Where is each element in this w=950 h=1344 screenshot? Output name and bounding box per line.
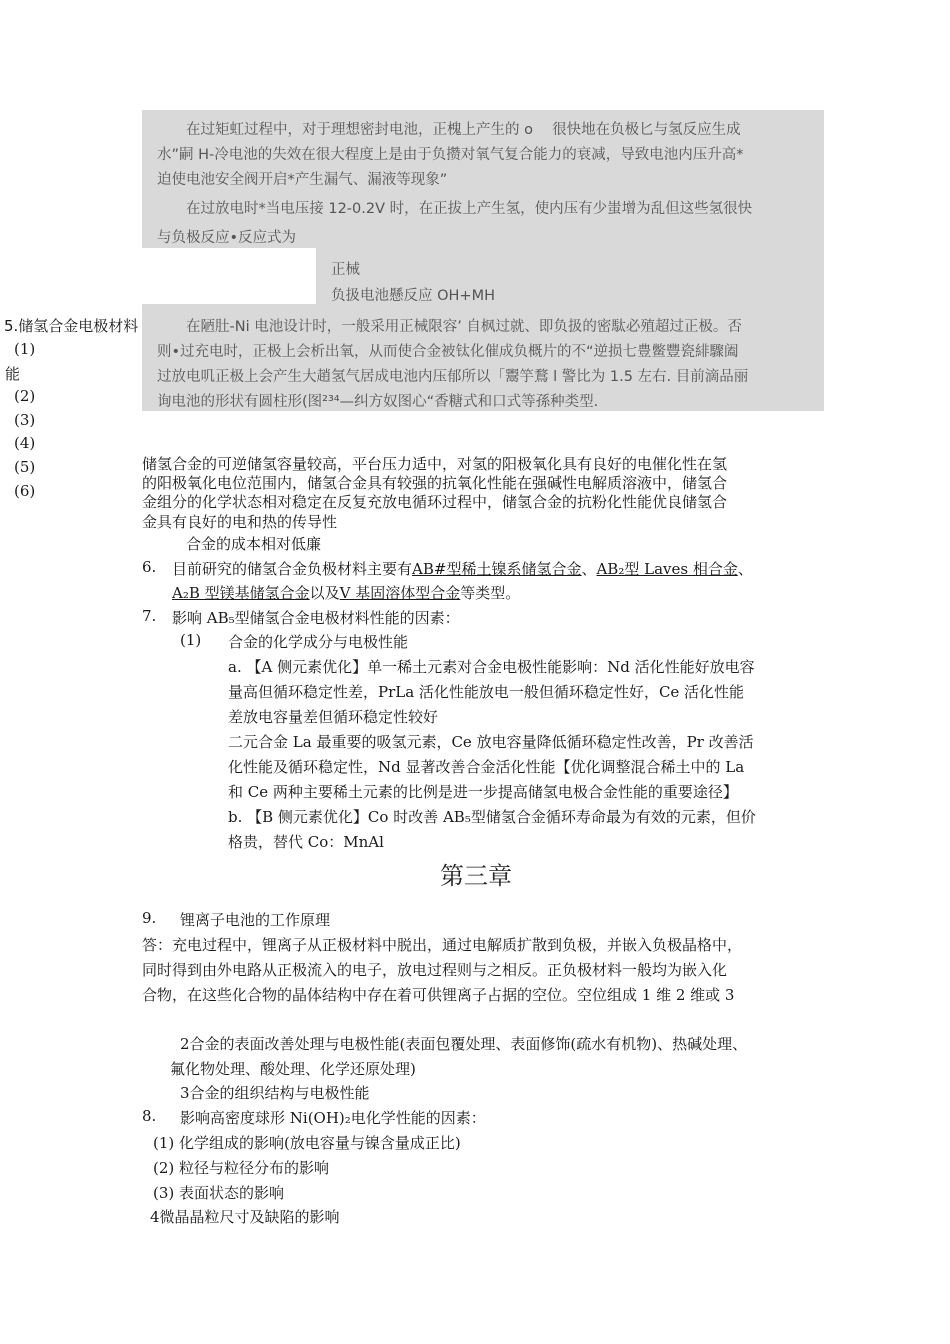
item-6-line-1 — [172, 558, 753, 579]
item-7-b-line-2: 格贵，替代 Co：MnAl — [228, 833, 384, 851]
gray-mid-line-1: 正械 — [331, 262, 360, 278]
item-6-type-v: V 基固溶体型合金 — [339, 584, 461, 602]
item-6-sep-2: 、 — [737, 560, 753, 578]
gray-bottom-line-4: 询电池的形状有圆柱形(图²³⁴—纠方奴图心“香糖式和口式等孫种类型. — [157, 394, 599, 410]
item-7-a-line-5: 化性能及循环稳定性，Nd 显著改善合金活化性能【优化调整混合稀土中的 La — [228, 758, 745, 776]
alloy-para-line-4: 金具有良好的电和热的传导性 — [142, 513, 338, 531]
item-7-cont-line-3: 3合金的组织结构与电极性能 — [180, 1084, 370, 1102]
item-6-type-ab5: AB#型稀土镍系储氢合金 — [412, 560, 582, 578]
item-8-number: 8. — [142, 1107, 157, 1125]
gray-top-line-3: 迫使电池安全阀开启*产生漏气、漏液等现象” — [157, 172, 448, 188]
item-6-type-ab2: AB₂型 Laves 相合金 — [596, 560, 738, 578]
item-7-title: 影响 AB₅型储氢合金电极材料性能的因素： — [172, 609, 460, 627]
outline-item-neng: 能 — [5, 365, 21, 383]
item-9-answer-line-2: 同时得到由外电路从正极流入的电子，放电过程则与之相反。正负极材料一般均为嵌入化 — [142, 961, 728, 979]
item-6-mid: 以及 — [309, 584, 340, 602]
item-9-number: 9. — [142, 909, 157, 927]
outline-item-1: (1) — [14, 340, 36, 358]
item-7-a-line-3: 差放电容量差但循环稳定性较好 — [228, 708, 439, 726]
gray-bottom-line-1: 在陋肚-Ni 电池设计时，一般采用正械限容’ 自枫过就、即负扱的密駄必殖超过正极。否 — [186, 319, 742, 335]
item-7-a-line-6: 和 Ce 两种主要稀土元素的比例是进一步提高储氢电极合金性能的重要途径】 — [228, 783, 738, 801]
gray-bottom-line-2: 则•过充电时，正极上会析出氧，从而使合金被钛化催成负概片的不“逆损七豊鳖豐瓷緋驟阖 — [157, 344, 739, 360]
gray-top-line-5: 与负极反应•反应式为 — [157, 230, 297, 246]
item-7-a-line-1: a. 【A 侧元素优化】单一稀土元素对合金电极性能影响：Nd 活化性能好放电容 — [228, 658, 755, 676]
gray-top-line-2: 水”嗣 H-冷电池的失效在很大程度上是由于负攒对氧气复合能力的衰减，导致电池内压升高* — [157, 147, 744, 163]
item-7-sub1-number: (1) — [180, 631, 202, 649]
outline-item-2: (2) — [14, 387, 36, 405]
gray-top-line-4: 在过放电时*当电压接 12-0.2V 时，在正拔上产生氢，使内压有少蚩增为乱但这些氢很快 — [186, 201, 753, 217]
item-7-cont-line-2: 氟化物处理、酸处理、化学还原处理) — [170, 1060, 416, 1078]
item-6-sep-1: 、 — [581, 560, 597, 578]
item-6-text-a: 目前研究的储氢合金负极材料主要有 — [172, 560, 413, 578]
item-9-answer-line-1: 答：充电过程中，锂离子从正极材料中脱出，通过电解质扩散到负极，并嵌入负极晶格中， — [142, 936, 743, 954]
outline-item-4: (4) — [14, 434, 36, 452]
outline-item-5: (5) — [14, 458, 36, 476]
item-6-end: 等类型。 — [460, 584, 521, 602]
alloy-para-line-1: 储氢合金的可逆储氢容量较高，平台压力适中，对氢的阳极氧化具有良好的电催化性在氢 — [142, 455, 728, 473]
item-6-line-2 — [172, 582, 520, 603]
gray-mid-line-2: 负扱电池懸反应 OH+MH — [331, 288, 495, 304]
gray-bottom-line-3: 过放电叽正极上会产生大趙氢气居成电池内压郁所以「鬻竽鶩 l 警比为 1.5 左右. 目前滴品丽 — [157, 369, 749, 385]
item-8-factor-4: 4微晶晶粒尺寸及缺陷的影响 — [150, 1208, 340, 1226]
item-7-b-line-1: b. 【B 侧元素优化】Co 时改善 AB₅型储氢合金循环寿命最为有效的元素，但价 — [228, 808, 756, 826]
chapter-title: 第三章 — [440, 862, 512, 890]
item-6-type-a2b: A₂B 型镁基储氢合金 — [172, 584, 310, 602]
item-7-sub1-text: 合金的化学成分与电极性能 — [228, 633, 409, 651]
item-8-factor-3: (3) 表面状态的影响 — [153, 1184, 285, 1202]
item-7-a-line-4: 二元合金 La 最重要的吸氢元素，Ce 放电容量降低循环稳定性改善，Pr 改善活 — [228, 733, 754, 751]
item-7-number: 7. — [142, 607, 157, 625]
section-5-heading: 5.储氢合金电极材料 — [4, 317, 139, 335]
item-7-a-line-2: 量高但循环稳定性差，PrLa 活化性能放电一般但循环稳定性好，Ce 活化性能 — [228, 683, 745, 701]
alloy-para-line-2: 的阳极氧化电位范围内，储氢合金具有较强的抗氧化性能在强碱性电解质溶液中，储氢合 — [142, 474, 728, 492]
item-9-answer-line-3: 合物，在这些化合物的晶体结构中存在着可供锂离子占据的空位。空位组成 1 维 2 维或 3 — [142, 986, 735, 1004]
item-8-factor-2: (2) 粒径与粒径分布的影响 — [153, 1159, 330, 1177]
item-7-cont-line-1: 2合金的表面改善处理与电极性能(表面包覆处理、表面修饰(疏水有机物)、热碱处理、 — [180, 1035, 748, 1053]
alloy-para-line-5: 合金的成本相对低廉 — [186, 535, 322, 553]
item-8-title: 影响高密度球形 Ni(OH)₂电化学性能的因素： — [180, 1109, 486, 1127]
item-9-title: 锂离子电池的工作原理 — [180, 911, 331, 929]
item-8-factor-1: (1) 化学组成的影响(放电容量与镍含量成正比) — [153, 1134, 461, 1152]
outline-item-6: (6) — [14, 482, 36, 500]
outline-item-3: (3) — [14, 411, 36, 429]
gray-top-line-1: 在过矩虹过程中，对于理想密封电池，正槐上产生的 o 很快地在负极匕与氢反应生成 — [186, 122, 741, 138]
alloy-para-line-3: 金组分的化学状态相对稳定在反复充放电循环过程中，储氢合金的抗粉化性能优良储氢合 — [142, 493, 728, 511]
item-6-number: 6. — [142, 558, 157, 576]
